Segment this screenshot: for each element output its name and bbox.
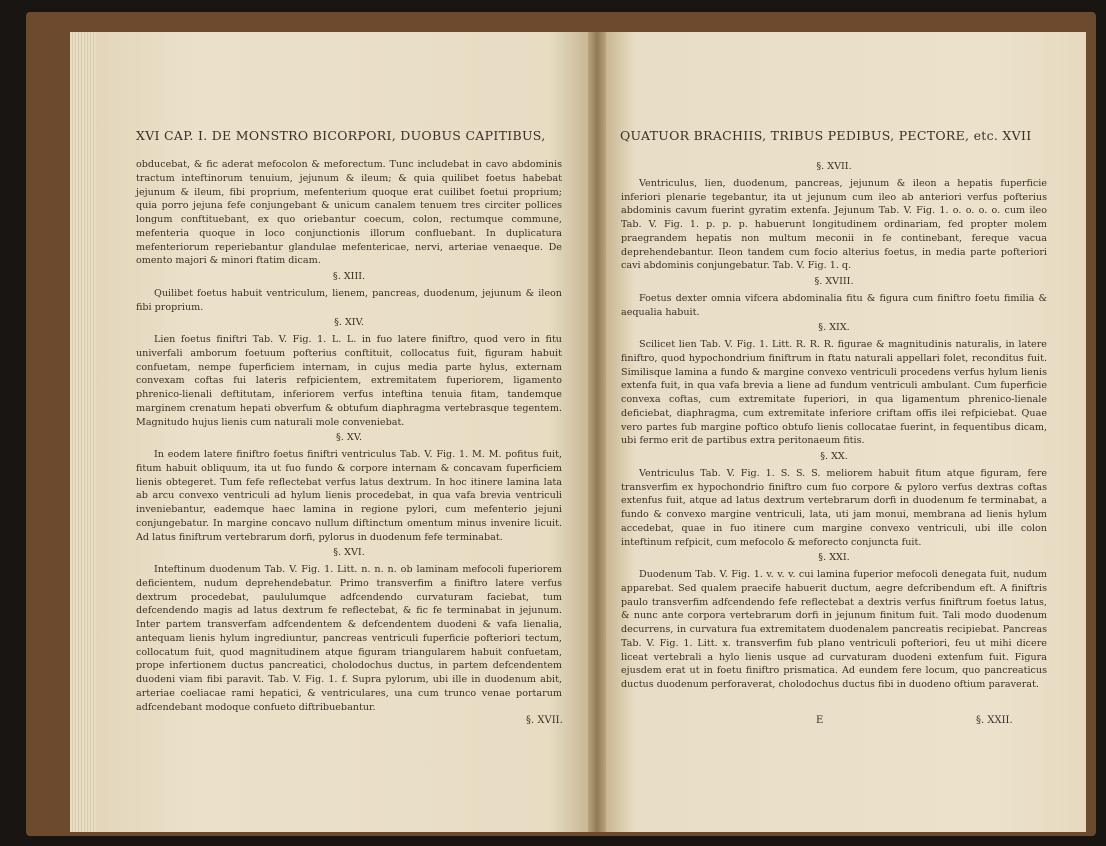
left-page-text — [136, 158, 562, 714]
paragraph: Ventriculus Tab. V. Fig. 1. S. S. S. meliorem habuit fitum atque figuram, fere transverfim ex hypochondrio finiftro cum fuo corpore & pyloro verfus dextras coftas extenfus fuit, atque ad latus dextrum vertebrarum dorfi in duodenum fe terminabat, a fundo & convexo margine ventriculi, lata, uti jam monui, membrana ad lienis hylum accedebat, quae in fuo itinere cum margine convexo ventriculi, ubi ille colon inteftinum refpicit, cum mefocolo & meforecto conjuncta fuit. — [621, 467, 1047, 548]
paragraph: Lien foetus finiftri Tab. V. Fig. 1. L. L. in fuo latere finiftro, quod vero in fitu univerfali amborum foetuum pofterius conftituit, collocatus fuit, figuram habuit confuetam, nempe fuperficiem internam, in cujus media parte hylus, externam convexam coftas fui lateris refpicientem, extremitatem fuperiorem, ligamento phrenico-lienali deftitutam, inferiorem verfus inteftina tenuia fitam, tandemque marginem crenatum hepati obverfum & obtufum diaphragma vertebrasque tegentem. Magnitudo hujus lienis cum naturali mole conveniebat. — [136, 334, 562, 428]
paragraph: Quilibet foetus habuit ventriculum, lienem, pancreas, duodenum, jejunum & ileon fibi proprium. — [136, 287, 562, 313]
section-heading: §. XIX. — [818, 322, 850, 334]
right-page-text — [621, 158, 1047, 692]
paragraph: Foetus dexter omnia vifcera abdominalia fitu & figura cum finiftro foetu fimilia & aequalia habuit. — [621, 292, 1047, 318]
paragraph: Ventriculus, lien, duodenum, pancreas, jejunum & ileon a hepatis fuperficie inferiori plenarie tegebantur, ita ut jejunum cum ileo ab anteriori verfus pofterius abdominis cavum fuerint gyratim extenfa. Jejunum Tab. V. Fig. 1. o. o. o. o. cum ileo Tab. V. Fig. 1. p. p. p. habuerunt longitudinem ordinariam, fed propter molem praegrandem hepatis non multum meconii in fe continebant, fereque vacua deprehendebantur. Ileon tandem cum focio alterius foetus, in media parte pofteriori cavi abdominis conjungebatur. Tab. V. Fig. 1. q. — [621, 177, 1047, 272]
paragraph: Duodenum Tab. V. Fig. 1. v. v. v. cui lamina fuperior mefocoli denegata fuit, nudum apparebat. Sed qualem praecife habuerit ductum, aegre defcribendum eft. A finiftris paulo transverfim adfcendendo fefe reflectebat a dextris verfus finiftrum foetus latus, & nunc ante corpora vertebrarum dorfi in jejunum finitum fuit. Tali modo duodenum decurrens, in curvatura fua extremitatem duodenalem pancreatis recipiebat. Pancreas Tab. V. Fig. 1. Litt. x. transverfim fub plano ventriculi pofteriori, feu ut mihi dicere liceat vertebrali a hylo lienis usque ad curvaturam duodeni extenfum fuit. Figura ejusdem erat ut in foetu finiftro prismatica. Ad eundem fere locum, quo pancreaticus ductus duodenum perforaverat, cholodochus ductus fibi in duodeno oftium paraverat. — [621, 569, 1047, 690]
left-page-header: XVI CAP. I. DE MONSTRO BICORPORI, DUOBUS CAPITIBUS, — [136, 128, 546, 143]
book-gutter — [588, 32, 606, 832]
paragraph: Scilicet lien Tab. V. Fig. 1. Litt. R. R. R. figurae & magnitudinis naturalis, in latere finiftro, quod hypochondrium finiftrum in ftatu naturali appellari folet, reconditus fuit. Similisque lamina a fundo & margine convexo ventriculi procedens verfus hylum lienis extenfa fuit, in qua vafa brevia a liene ad fundum ventriculi ambulant. Cum fuperficie convexa coftas, cum extremitate fuperiori, in qua ligamentum phrenico-lienale deficiebat, diaphragma, cum extremitate inferiore criftam offis ilei refpiciebat. Quae vero partes fub margine poftico obtufo lienis collocatae fuerint, in fequentibus dicam, ubi fermo erit de partibus extra peritonaeum fitis. — [621, 339, 1047, 447]
section-heading: §. XVII. — [816, 161, 852, 172]
section-heading: §. XVIII. — [814, 276, 854, 287]
book-spread — [26, 12, 1096, 836]
section-heading: §. XV. — [335, 432, 363, 444]
right-catchword: §. XXII. — [976, 715, 1013, 726]
section-heading: §. XX. — [820, 451, 848, 462]
section-heading: §. XXI. — [818, 552, 850, 564]
section-heading: §. XVI. — [333, 547, 365, 559]
paragraph: In eodem latere finiftro foetus finiftri ventriculus Tab. V. Fig. 1. M. M. pofitus fuit, fitum habuit obliquum, ita ut fuo fundo & corpore internam & concavam fuperficiem lienis obtegeret. Tum fefe reflectebat verfus latus dextrum. In hoc itinere lamina lata ab arcu convexo ventriculi ad hylum lienis procedebat, in qua vafa brevia ventriculi inveniebantur, eademque haec lamina in regione pylori, cum mefenterio jejuni conjungebatur. In margine concavo nullum diftinctum omentum minus invenire licuit. Ad latus finiftrum vertebrarum dorfi, pylorus in duodenum fefe terminabat. — [136, 449, 562, 543]
right-page — [606, 32, 1086, 832]
left-catchword: §. XVII. — [526, 715, 563, 726]
section-heading: §. XIV. — [334, 317, 364, 329]
left-page — [96, 32, 588, 832]
page-edges — [70, 32, 96, 832]
signature-mark: E — [816, 715, 824, 726]
paragraph: obducebat, & fic aderat mefocolon & meforectum. Tunc includebat in cavo abdominis tractum inteftinorum tenuium, jejunum & ileum; & quia quilibet foetus habebat jejunum & ileum, fibi proprium, mefenterium quoque erat cuilibet foetui proprium; quia porro jejuna fefe conjungebant & unicum canalem tenuem tres circiter pollices longum conftituebant, ex quo oriebantur coecum, colon, rectumque commune, mefenteria quoque in loco conjunctionis illorum confluebant. In duplicatura mefenteriorum reperiebantur glandulae mefentericae, nervi, arteriae venaeque. De omento majori & minori ftatim dicam. — [136, 159, 562, 267]
paragraph: Inteftinum duodenum Tab. V. Fig. 1. Litt. n. n. n. ob laminam mefocoli fuperiorem deficientem, nudum deprehendebatur. Primo transverfim a finiftro latere verfus dextrum procedebat, paululumque adfcendendo curvaturam faciebat, tum defcendendo magis ad latus dextrum fe reflectebat, & fic fe terminabat in jejunum. Inter partem transverfam adfcendentem & defcendentem duodeni & vafa lienalia, antequam lienis hylum ingrediuntur, pancreas ventriculi fuperficie pofteriori tectum, collocatum fuit, quod magnitudinem atque figuram triangularem habuit confuetam, prope infertionem ductus pancreatici, cholodochus ductus, in partem defcendentem duodeni viam fibi paravit. Tab. V. Fig. 1. f. Supra pylorum, ubi ille in duodenum abit, arteriae coeliacae rami hepatici, & ventriculares, una cum trunco venae portarum adfcendebant modoque confueto diftribuebantur. — [136, 564, 562, 713]
right-page-header: QUATUOR BRACHIIS, TRIBUS PEDIBUS, PECTORE, etc. XVII — [620, 128, 1032, 143]
section-heading: §. XIII. — [332, 271, 366, 282]
